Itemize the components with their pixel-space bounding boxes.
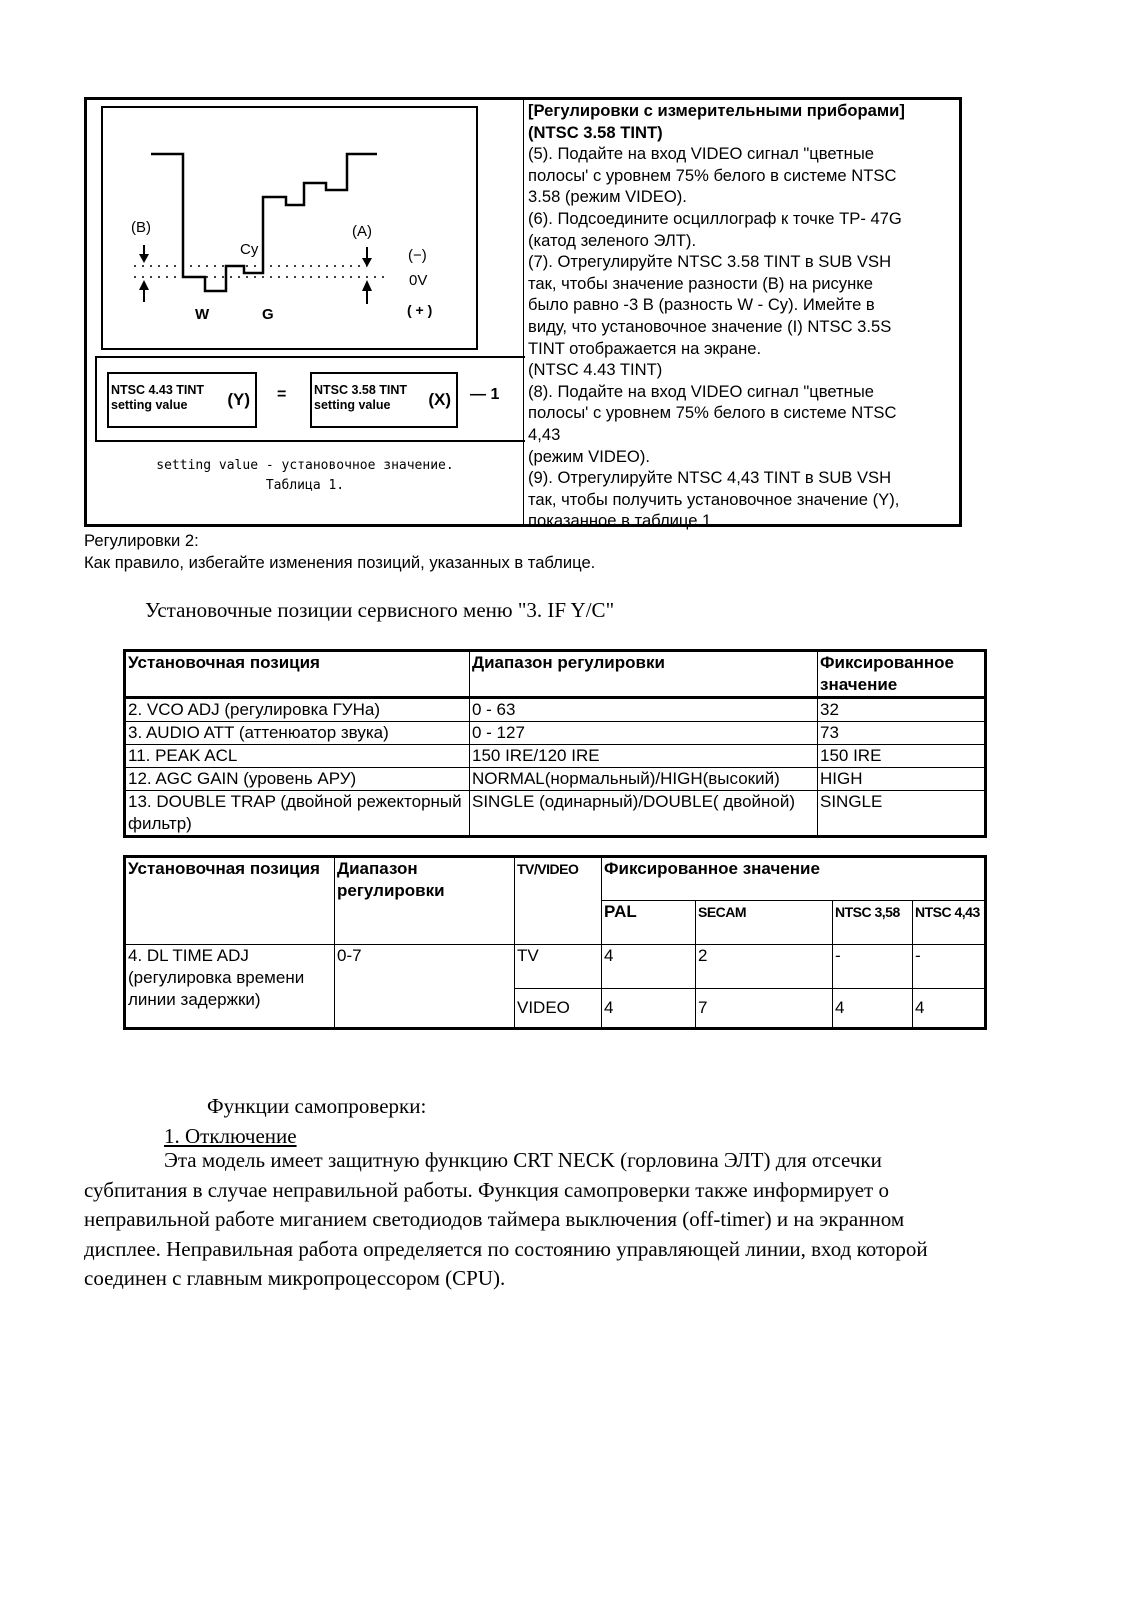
formula-right-tag: (X) bbox=[428, 390, 451, 409]
cell-mode: TV bbox=[515, 945, 602, 989]
instruction-line: было равно -3 В (разность W - Cy). Имейте в bbox=[528, 295, 875, 315]
formula-minus-one: — 1 bbox=[470, 386, 500, 403]
instruction-box bbox=[84, 97, 962, 531]
header-ntsc443: NTSC 4,43 bbox=[913, 901, 986, 945]
instruction-line: 4,43 bbox=[528, 424, 561, 444]
paragraph-line: соединен с главным микропроцессором (CPU). bbox=[84, 1266, 506, 1290]
cell-position: 13. DOUBLE TRAP (двойной режекторный фильтр) bbox=[125, 791, 470, 837]
table-row bbox=[125, 722, 986, 745]
label-cy: Cy bbox=[240, 241, 259, 258]
column-divider bbox=[523, 100, 524, 524]
instruction-line: (8). Подайте на вход VIDEO сигнал "цветные bbox=[528, 381, 874, 401]
table-header-row bbox=[125, 857, 986, 901]
instruction-line: (катод зеленого ЭЛТ). bbox=[528, 230, 697, 250]
instructions-subheading: (NTSC 3.58 TINT) bbox=[528, 122, 663, 142]
cell-range: 0-7 bbox=[335, 945, 515, 1029]
cell-ntsc443: - bbox=[913, 945, 986, 989]
instruction-line: полосы' с уровнем 75% белого в системе NTSC bbox=[528, 165, 897, 185]
cell-fixed: 32 bbox=[818, 698, 986, 722]
arrow-b-up-head bbox=[139, 280, 149, 290]
settings-table-1 bbox=[123, 649, 987, 838]
cell-position: 4. DL TIME ADJ (регулировка времени линии задержки) bbox=[125, 945, 335, 1029]
cell-fixed: 73 bbox=[818, 722, 986, 745]
cell-ntsc358: 4 bbox=[833, 989, 913, 1029]
cell-position: 2. VCO ADJ (регулировка ГУНа) bbox=[125, 698, 470, 722]
notes-text: Как правило, избегайте изменения позиций, указанных в таблице. bbox=[84, 553, 596, 572]
cell-fixed: HIGH bbox=[818, 768, 986, 791]
header-position: Установочная позиция bbox=[125, 651, 470, 698]
instructions-heading: [Регулировки с измерительными приборами] bbox=[528, 101, 905, 120]
cell-secam: 2 bbox=[696, 945, 833, 989]
label-g: G bbox=[262, 306, 274, 323]
selfcheck-paragraph bbox=[84, 1146, 1044, 1294]
instruction-line: полосы' с уровнем 75% белого в системе NTSC bbox=[528, 403, 897, 423]
cell-range: NORMAL(нормальный)/HIGH(высокий) bbox=[470, 768, 818, 791]
waveform-line bbox=[151, 154, 377, 291]
figure-caption bbox=[87, 456, 523, 496]
instruction-line: так, чтобы получить установочное значение (Y), bbox=[528, 489, 900, 509]
instruction-line: (режим VIDEO). bbox=[528, 446, 650, 466]
header-secam: SECAM bbox=[696, 901, 833, 945]
formula-equals: = bbox=[277, 386, 287, 403]
instruction-line: 3.58 (режим VIDEO). bbox=[528, 187, 687, 207]
selfcheck-subtitle: 1. Отключение bbox=[164, 1124, 297, 1148]
instruction-line: показанное в таблице 1. bbox=[528, 511, 716, 531]
paragraph-line: неправильной работе миганием светодиодов таймера выключения (off-timer) и на экранном bbox=[84, 1207, 905, 1231]
header-range: Диапазон регулировки bbox=[470, 651, 818, 698]
formula-left-box bbox=[107, 372, 257, 428]
cell-pal: 4 bbox=[602, 989, 696, 1029]
arrow-b-down-head bbox=[139, 254, 149, 263]
header-ntsc358: NTSC 3,58 bbox=[833, 901, 913, 945]
header-fixed: Фиксированное значение bbox=[818, 651, 986, 698]
formula-box bbox=[95, 356, 525, 442]
header-mode: TV/VIDEO bbox=[515, 857, 602, 945]
selfcheck-title: Функции самопроверки: bbox=[207, 1094, 427, 1118]
table-row bbox=[125, 945, 986, 989]
instructions-text bbox=[528, 100, 960, 532]
cell-fixed: 150 IRE bbox=[818, 745, 986, 768]
formula-right-line1: NTSC 3.58 TINT bbox=[314, 383, 408, 397]
cell-range: 0 - 63 bbox=[470, 698, 818, 722]
formula-left-line2: setting value bbox=[111, 398, 188, 412]
oscilloscope-waveform bbox=[99, 102, 509, 352]
instruction-line: так, чтобы значение разности (B) на рисунке bbox=[528, 273, 873, 293]
instruction-line: (5). Подайте на вход VIDEO сигнал "цветные bbox=[528, 144, 874, 164]
label-b: (B) bbox=[131, 219, 151, 236]
instruction-line: TINT отображается на экране. bbox=[528, 338, 762, 358]
cell-position: 12. AGC GAIN (уровень АРУ) bbox=[125, 768, 470, 791]
label-a: (A) bbox=[352, 223, 372, 240]
header-fixed: Фиксированное значение bbox=[602, 857, 986, 901]
paragraph-line: Эта модель имеет защитную функцию CRT NECK (горловина ЭЛТ) для отсечки bbox=[164, 1148, 882, 1172]
cell-ntsc358: - bbox=[833, 945, 913, 989]
cell-pal: 4 bbox=[602, 945, 696, 989]
cell-range: SINGLE (одинарный)/DOUBLE( двойной) bbox=[470, 791, 818, 837]
formula-right-line2: setting value bbox=[314, 398, 391, 412]
cell-position: 11. PEAK ACL bbox=[125, 745, 470, 768]
header-pal: PAL bbox=[602, 901, 696, 945]
cell-range: 150 IRE/120 IRE bbox=[470, 745, 818, 768]
label-minus: (−) bbox=[408, 247, 427, 264]
arrow-a-down-head bbox=[362, 258, 372, 267]
arrow-a-up-head bbox=[362, 280, 372, 291]
caption-line2: Таблица 1. bbox=[265, 478, 345, 493]
caption-line1: setting value - установочное значение. bbox=[156, 458, 454, 473]
paragraph-line: дисплее. Неправильная работа определяется по состоянию управляющей линии, вход которой bbox=[84, 1236, 928, 1261]
notes bbox=[84, 530, 595, 574]
notes-heading: Регулировки 2: bbox=[84, 531, 199, 550]
instruction-line: (7). Отрегулируйте NTSC 3.58 TINT в SUB VSH bbox=[528, 252, 892, 272]
label-w: W bbox=[195, 306, 210, 323]
section-title: Установочные позиции сервисного меню "3. IF Y/C" bbox=[145, 598, 615, 622]
instruction-line: (NTSC 4.43 TINT) bbox=[528, 360, 663, 380]
cell-mode: VIDEO bbox=[515, 989, 602, 1029]
figure-panel bbox=[87, 100, 523, 524]
table-row bbox=[125, 791, 986, 837]
formula-right-box bbox=[310, 372, 458, 428]
formula-left-line1: NTSC 4.43 TINT bbox=[111, 383, 205, 397]
cell-fixed: SINGLE bbox=[818, 791, 986, 837]
instructions-lines bbox=[528, 143, 960, 532]
instruction-line: виду, что установочное значение (I) NTSC 3.5S bbox=[528, 316, 892, 336]
label-zero-volt: 0V bbox=[409, 272, 428, 289]
label-plus: ( + ) bbox=[407, 302, 433, 318]
instruction-line: (9). Отрегулируйте NTSC 4,43 TINT в SUB VSH bbox=[528, 468, 892, 488]
paragraph-line: субпитания в случае неправильной работы. Функция самопроверки также информирует о bbox=[84, 1177, 889, 1202]
cell-ntsc443: 4 bbox=[913, 989, 986, 1029]
table-header-row bbox=[125, 651, 986, 698]
cell-secam: 7 bbox=[696, 989, 833, 1029]
header-position: Установочная позиция bbox=[125, 857, 335, 945]
header-range: Диапазон регулировки bbox=[335, 857, 515, 945]
cell-position: 3. AUDIO ATT (аттенюатор звука) bbox=[125, 722, 470, 745]
table-row bbox=[125, 768, 986, 791]
table-row bbox=[125, 698, 986, 722]
formula-left-tag: (Y) bbox=[227, 390, 250, 409]
instruction-line: (6). Подсоедините осциллограф к точке TP- 47G bbox=[528, 208, 902, 228]
table-row bbox=[125, 745, 986, 768]
cell-range: 0 - 127 bbox=[470, 722, 818, 745]
settings-table-2 bbox=[123, 855, 987, 1030]
